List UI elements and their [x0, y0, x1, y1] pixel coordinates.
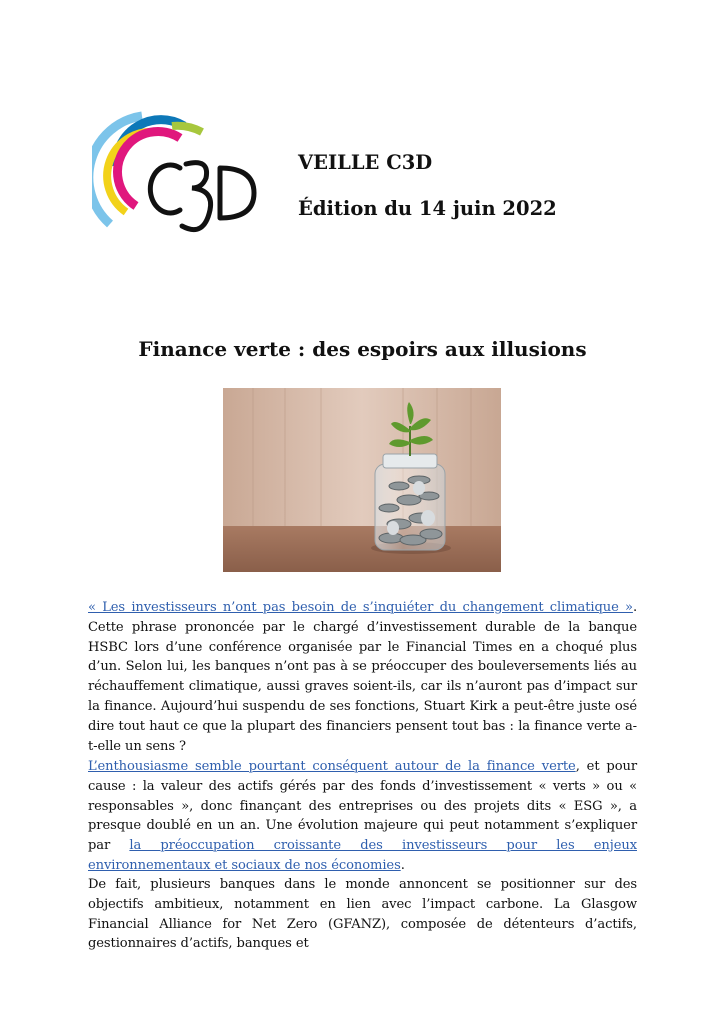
paragraph-2: [88, 757, 637, 876]
green-finance-enthusiasm-link[interactable]: L’enthousiasme semble pourtant conséquent autour de la finance verte: [88, 759, 576, 774]
paragraph-3: De fait, plusieurs banques dans le monde annoncent se positionner sur des objectifs ambitieux, notamment en lien avec l’impact carbone. La Glasgow Financial Alliance for Net Zero (GFANZ), composée de détenteurs d’actifs, gestionnaires d’actifs, banques et: [88, 877, 637, 952]
veille-heading: VEILLE C3D: [298, 151, 433, 174]
logo-letter-c: [150, 165, 180, 213]
logo-letter-3: [182, 163, 211, 230]
paragraph-1: [88, 598, 637, 756]
header-block: [298, 150, 557, 222]
article-title: Finance verte : des espoirs aux illusions: [138, 337, 587, 361]
paragraph-1-text: . Cette phrase prononcée par le chargé d’investissement durable de la banque HSBC lors d’une conférence organisée par le Financial Times en a choqué plus d’un. Selon lui, les banques n’ont pas à se préoccuper des bouleversements liés au réchauffement climatique, aussi graves soient-ils, car ils n’auront pas d’impact sur la finance. Aujourd’hui suspendu de ses fonctions, Stuart Kirk a peut-être juste osé dire tout haut ce que la plupart des financiers pensent tout bas : la finance verte a-t-elle un sens ?: [88, 600, 637, 754]
c3d-logo: [92, 106, 262, 248]
money-jar-plant-photo: [223, 388, 501, 572]
paragraph-2-text-1: , et pour cause : la valeur des actifs gérés par des fonds d’investissement « verts » ou « responsables », donc finançant des entreprises ou des projets dits « ESG », a presque doublé en un an. Une évolution majeure qui peut notamment s’expliquer par: [88, 759, 637, 854]
edition-date: Édition du 14 juin 2022: [298, 197, 557, 220]
investor-concern-link[interactable]: la préoccupation croissante des investisseurs pour les enjeux environnementaux et sociaux de nos économies: [88, 838, 637, 873]
logo-letter-d: [220, 168, 254, 218]
paragraph-2-text-2: .: [400, 857, 405, 873]
hsbc-quote-link[interactable]: « Les investisseurs n’ont pas besoin de s’inquiéter du changement climatique »: [88, 600, 633, 615]
